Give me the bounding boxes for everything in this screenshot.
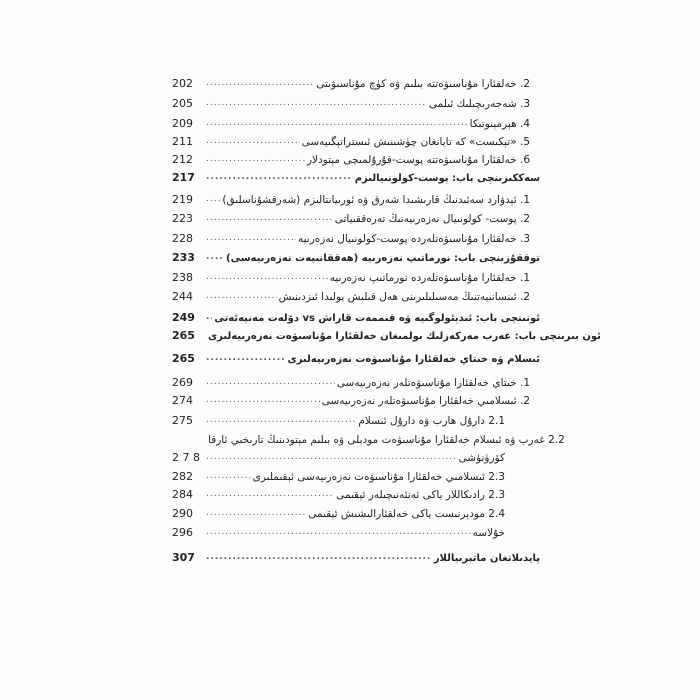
entry-title: 1. ئېدۋارد سەئىدنىڭ قارىشىدا شەرق ۋە ئورىيانتالىزم (شەرقشۇناسلىق) [222, 194, 530, 206]
entry-title: 2.3 ئىسلامىي خەلقئارا مۇناسىۋەت نەزەرىيەسى ئېقىملىرى [252, 471, 505, 483]
toc-chapter-heading [172, 246, 540, 264]
page-number: 269 [172, 376, 193, 389]
page-number: 265 [172, 352, 195, 365]
toc-entry [172, 389, 530, 407]
toc-entry [172, 409, 505, 427]
dot-leader [206, 351, 286, 365]
dot-leader [206, 289, 277, 303]
page-number: 223 [172, 212, 193, 225]
page-number: 228 [172, 232, 193, 245]
page-number: 238 [172, 271, 193, 284]
toc-entry [172, 285, 530, 303]
toc-entry [172, 521, 505, 539]
dot-leader [206, 525, 471, 539]
dot-leader [206, 116, 468, 130]
dot-leader [206, 270, 328, 284]
entry-title: 2.2 غەرب ۋە ئىسلام خەلقئارا مۇناسىۋەت مودېلى ۋە بىلىم مېتودىنىڭ تارىخىي ئارقا [208, 434, 565, 446]
page-number: 209 [172, 117, 193, 130]
page-number: 307 [172, 551, 195, 564]
dot-leader [206, 393, 320, 407]
entry-title: سەككىزىنچى باب: پوست-كولونىيالىزم [354, 173, 540, 184]
page-number: 205 [172, 97, 193, 110]
page-number: 282 [172, 470, 193, 483]
dot-leader [206, 211, 333, 225]
dot-leader [206, 375, 335, 389]
page-number: 284 [172, 488, 193, 501]
page-number: 244 [172, 290, 193, 303]
page-number: 265 [172, 329, 195, 342]
entry-title: 2. خەلقئارا مۇناسىۋەتتە بىلىم ۋە كۈچ مۇناسىۋىتى [316, 78, 530, 90]
page-number: 212 [172, 153, 193, 166]
entry-title: 1. خىتاي خەلقئارا مۇناسىۋەتلەر نەزەرىيەسى [336, 377, 530, 389]
dot-leader [206, 487, 334, 501]
dot-leader [206, 192, 220, 206]
entry-title: كۆرۈنۈشى [458, 452, 505, 464]
toc-entry [172, 207, 530, 225]
dot-leader [206, 76, 314, 90]
dot-leader [206, 96, 427, 110]
dot-leader [206, 134, 300, 148]
toc-entry [172, 72, 530, 90]
entry-title: 2.3 رادىكاللار ياكى ئەنئەنىچىلەر ئېقىمى [336, 489, 505, 501]
toc-entry [172, 148, 530, 166]
toc-chapter-heading [172, 306, 540, 324]
entry-title: 2. ئىسلامىي خەلقئارا مۇناسىۋەتلەر نەزەرىيەسى [321, 395, 530, 407]
toc-chapter-heading [172, 347, 540, 365]
page-number: 2 7 8 [172, 451, 200, 464]
entry-title: 3. خەلقئارا مۇناسىۋەتلەردە پوست-كولونىيال نەزەرىيە [298, 233, 530, 245]
toc-entry [172, 112, 530, 130]
entry-title: 2.1 دارۇل ھارب ۋە دارۇل ئىسلام [358, 415, 505, 427]
page-number: 211 [172, 135, 193, 148]
entry-title: ئون بىرىنچى باب: غەرب مەركەزلىك بولمىغان خەلقئارا مۇناسىۋەت نەزەرىيەلىرى [208, 331, 601, 342]
page-number: 296 [172, 526, 193, 539]
toc-entry [172, 188, 530, 206]
toc-chapter-heading [172, 546, 540, 564]
entry-title: 6. خەلقئارا مۇناسىۋەتتە پوست-قۇرۇلمىچى مېتودلار [306, 154, 530, 166]
dot-leader [206, 152, 305, 166]
entry-title: 1. خەلقئارا مۇناسىۋەتلەردە نورماتىپ نەزەرىيە [329, 272, 530, 284]
entry-title: 2. ئىنسانىيەتنىڭ مەسىلىلىرىنى ھەل قىلىش يولىدا ئىزدىنىش [278, 291, 530, 303]
entry-title: 5. «تېكىست» كە تايانغان چۈشىنىش ئىستراتېگىيەسى [301, 136, 530, 148]
toc-chapter-heading [172, 166, 540, 184]
dot-leader [206, 450, 457, 464]
toc-entry [172, 371, 530, 389]
page-number: 275 [172, 414, 193, 427]
toc-entry [172, 266, 530, 284]
dot-leader [206, 250, 224, 264]
entry-title: پايدىلانغان ماتېرىياللار [433, 553, 540, 564]
dot-leader [206, 170, 353, 184]
entry-title: توققۇزىنچى باب: نورماتىپ نەزەرىيە (ھەققانىيەت نەزەرىيەسى) [226, 253, 540, 264]
dot-leader [206, 413, 356, 427]
toc-chapter-heading [172, 324, 601, 342]
entry-title: 4. ھېرمېنوتىكا [469, 118, 530, 130]
entry-title: 2. پوست- كولونىيال نەزەرىيەنىڭ تەرەققىياتى [334, 213, 530, 225]
entry-title: ئونىنچى باب: ئىدېئولوگىيە ۋە قىممەت قاراش vs دۆلەت مەنپەئەتى [214, 313, 540, 324]
toc-entry [172, 92, 530, 110]
toc-entry [172, 227, 530, 245]
toc-entry [172, 130, 530, 148]
toc-entry [172, 465, 505, 483]
toc-entry [172, 446, 505, 464]
page-number: 233 [172, 251, 195, 264]
dot-leader [206, 550, 432, 564]
entry-title: 2.4 مودېرنىست ياكى خەلقئارالىشىش ئېقىمى [308, 508, 505, 520]
page-number: 249 [172, 311, 195, 324]
entry-title: ئىسلام ۋە خىتاي خەلقئارا مۇناسىۋەت نەزەرىيەلىرى [287, 354, 540, 365]
page-number: 202 [172, 77, 193, 90]
page-number: 219 [172, 193, 193, 206]
toc-entry [172, 502, 505, 520]
entry-title: 3. شەجەرىچىلىك ئىلمى [428, 98, 530, 110]
page-number: 217 [172, 171, 195, 184]
dot-leader [206, 231, 296, 245]
toc-entry [172, 428, 565, 446]
page-number: 290 [172, 507, 193, 520]
toc-entry [172, 483, 505, 501]
entry-title: خۇلاسە [472, 527, 505, 539]
page-number: 274 [172, 394, 193, 407]
dot-leader [206, 506, 306, 520]
dot-leader [206, 469, 251, 483]
